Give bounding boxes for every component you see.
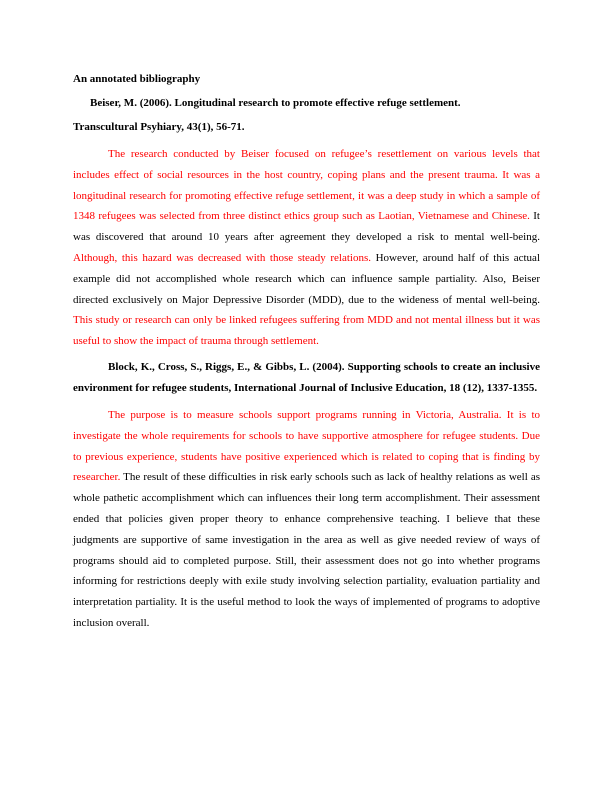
annotation-segment: The result of these difficulties in risk early schools such as lack of healthy relations as well as whole pathetic accomplishment which can influences their long term accomplishment. Their assessment ended that policies given proper theory to enhance comprehensive teaching. I believe that these judgments are supportive of same investigation in the area as well as give needed review of ways of programs should aid to completed purpose. Still, their assessment does not go into whether programs informing for restrictions deeply with exile study involving selection partiality, evaluation partiality and interpretation partiality. It is the useful method to look the ways of implemented of programs to adoptive inclusion overall.: [73, 471, 540, 629]
annotation-segment: The research conducted by Beiser focused on refugee’s resettlement on various levels that includes effect of social resources in the host country, coping plans and the present trauma. It was a longitudinal research for promoting effective refuge settlement, it was a deep study in which a sample of 1348 refugees was selected from three distinct ethics group such as Laotian, Vietnamese and Chinese.: [73, 148, 540, 223]
annotation-segment: It was discovered that around 10 years after agreement they developed a risk to mental well-being.: [73, 210, 540, 244]
annotation-block: [73, 405, 540, 634]
annotation-segment: Although, this hazard was decreased with those steady relations.: [73, 251, 372, 264]
document-title: An annotated bibliography: [73, 73, 201, 85]
annotation-segment: The purpose is to measure schools support programs running in Victoria, Australia. It is to investigate the whole requirements for schools to have supportive atmosphere for refugee students. Due to previous experience, students have positive experienced which is related to coping that is finding by researcher.: [73, 408, 540, 484]
citation-beiser-line1: Beiser, M. (2006). Longitudinal research to promote effective refuge settlement.: [90, 97, 461, 109]
annotation-segment: This study or research can only be linked refugees suffering from MDD and not mental illness but it was useful to show the impact of trauma through settlement.: [73, 314, 540, 348]
citation-beiser-line2: Transcultural Psyhiary, 43(1), 56-71.: [73, 121, 245, 133]
document-page: [73, 68, 540, 634]
annotation-beiser: [73, 144, 540, 352]
annotation-segment: However, around half of this actual example did not accomplished whole research which can influence sample partiality. Also, Beiser directed exclusively on Major Depressive Disorder (MDD), due to the wideness of mental well-being.: [73, 251, 540, 306]
citation-block: Block, K., Cross, S., Riggs, E., & Gibbs, L. (2004). Supporting schools to create an inclusive environment for refugee students, International Journal of Inclusive Education, 18 (12), 1337-1355.: [73, 360, 540, 394]
